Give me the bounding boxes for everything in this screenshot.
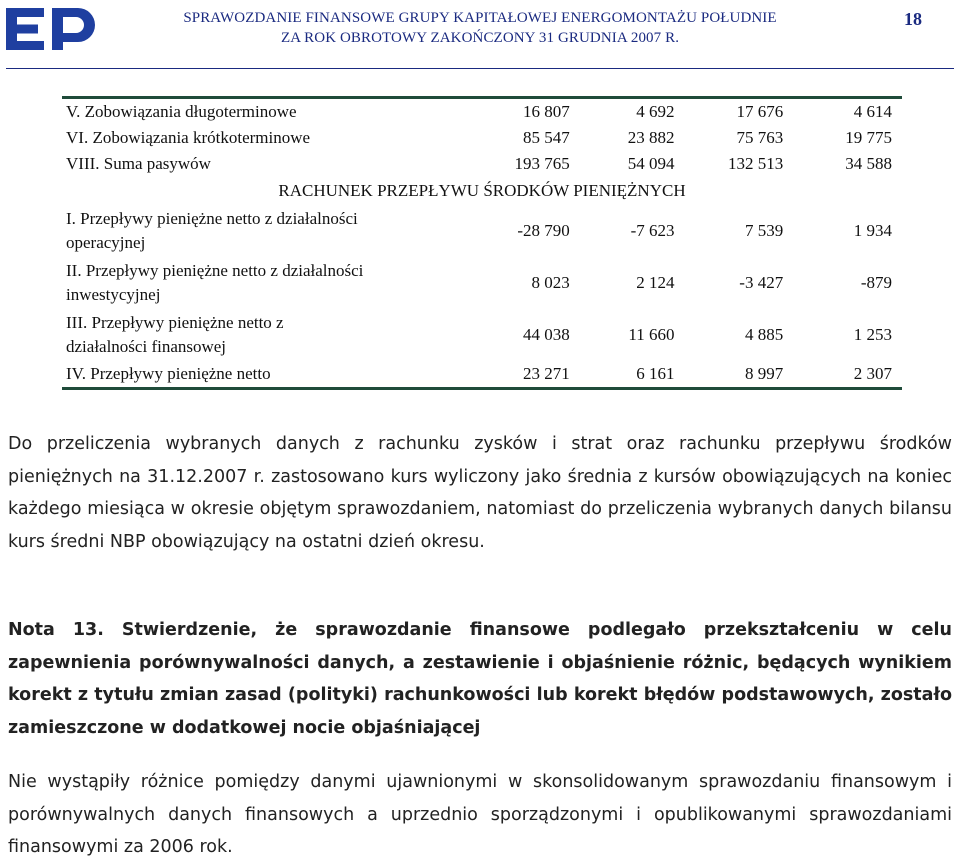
cell-value: 85 547 [523, 128, 570, 147]
cell-value: 1 253 [853, 325, 892, 344]
cell-value: 132 513 [727, 154, 784, 173]
row-label-line: I. Przepływy pieniężne netto z działalności [66, 209, 358, 228]
table-section-header [62, 177, 902, 205]
company-logo [6, 6, 96, 52]
row-label [62, 257, 491, 309]
cell-value: 17 676 [681, 98, 790, 126]
table-row [62, 361, 902, 389]
cell-value: 23 271 [491, 361, 576, 389]
cell-value: 2 307 [789, 361, 902, 389]
row-label [62, 205, 491, 257]
row-label-line: II. Przepływy pieniężne netto z działalności [66, 261, 364, 280]
cell-value: -7 623 [630, 221, 675, 240]
cell-value: 11 660 [628, 325, 675, 344]
cell-value: 44 038 [523, 325, 570, 344]
note-13-body: Nie wystąpiły różnice pomiędzy danymi ujawnionymi w skonsolidowanym sprawozdaniu finansowym i porównywalnych danych finansowych a uprzednio sporządzonymi i opublikowanymi sprawozdaniami finansowymi za 2006 rok. [8, 772, 952, 857]
cell-value: 75 763 [736, 128, 784, 147]
cell-value: 8 023 [531, 273, 570, 292]
cell-value: 16 807 [491, 98, 576, 126]
cell-value: 193 765 [514, 154, 570, 173]
cell-value: 23 882 [627, 128, 675, 147]
cell-value: 4 692 [576, 98, 681, 126]
row-label: V. Zobowiązania długoterminowe [62, 98, 491, 126]
header-title-line1: SPRAWOZDANIE FINANSOWE GRUPY KAPITAŁOWEJ ENERGOMONTAŻU POŁUDNIE [183, 10, 777, 26]
page-number: 18 [904, 9, 922, 29]
table-row [62, 125, 902, 151]
cell-value: 19 775 [845, 128, 892, 147]
document-header [110, 8, 850, 48]
header-title-line2: ZA ROK OBROTOWY ZAKOŃCZONY 31 GRUDNIA 2007 R. [280, 30, 680, 46]
cell-value: -28 790 [517, 221, 570, 240]
cell-value: 4 885 [744, 325, 784, 344]
cell-value: 1 934 [853, 221, 892, 240]
row-label: VI. Zobowiązania krótkoterminowe [66, 128, 311, 147]
exchange-rate-paragraph: Do przeliczenia wybranych danych z rachunku zysków i strat oraz rachunku przepływu środków pieniężnych na 31.12.2007 r. zastosowano kurs wyliczony jako średnia z kursów obowiązujących na koniec każdego miesiąca w okresie objętym sprawozdaniem, natomiast do przeliczenia wybranych danych bilansu kurs średni NBP obowiązujący na ostatni dzień okresu. [8, 434, 952, 552]
cell-value: 7 539 [744, 221, 784, 240]
row-label [62, 309, 491, 361]
table-row [62, 151, 902, 177]
row-label-line: operacyjnej [66, 233, 146, 252]
cell-value: 34 588 [845, 154, 892, 173]
cell-value: 6 161 [576, 361, 681, 389]
row-label-line: III. Przepływy pieniężne netto z [66, 313, 284, 332]
cell-value: 4 614 [789, 98, 902, 126]
table-row [62, 309, 902, 361]
row-label-line: działalności finansowej [66, 337, 227, 356]
cell-value: 2 124 [636, 273, 675, 292]
header-divider [6, 68, 954, 69]
row-label: VIII. Suma pasywów [66, 154, 211, 173]
cell-value: -3 427 [739, 273, 784, 292]
cell-value: 54 094 [627, 154, 675, 173]
table-row [62, 205, 902, 257]
row-label: IV. Przepływy pieniężne netto [62, 361, 491, 389]
table-row [62, 98, 902, 126]
cell-value: -879 [860, 273, 892, 292]
cell-value: 8 997 [681, 361, 790, 389]
row-label-line: inwestycyjnej [66, 285, 161, 304]
note-13-heading: Nota 13. Stwierdzenie, że sprawozdanie finansowe podlegało przekształceniu w celu zapewnienia porównywalności danych, a zestawienie i objaśnienie różnic, będących wynikiem korekt z tytułu zmian zasad (polityki) rachunkowości lub korekt błędów podstawowych, zostało zamieszczone w dodatkowej nocie objaśniającej [8, 620, 952, 738]
section-title: RACHUNEK PRZEPŁYWU ŚRODKÓW PIENIĘŻNYCH [278, 181, 686, 200]
financial-data-table [62, 96, 902, 390]
table-row [62, 257, 902, 309]
